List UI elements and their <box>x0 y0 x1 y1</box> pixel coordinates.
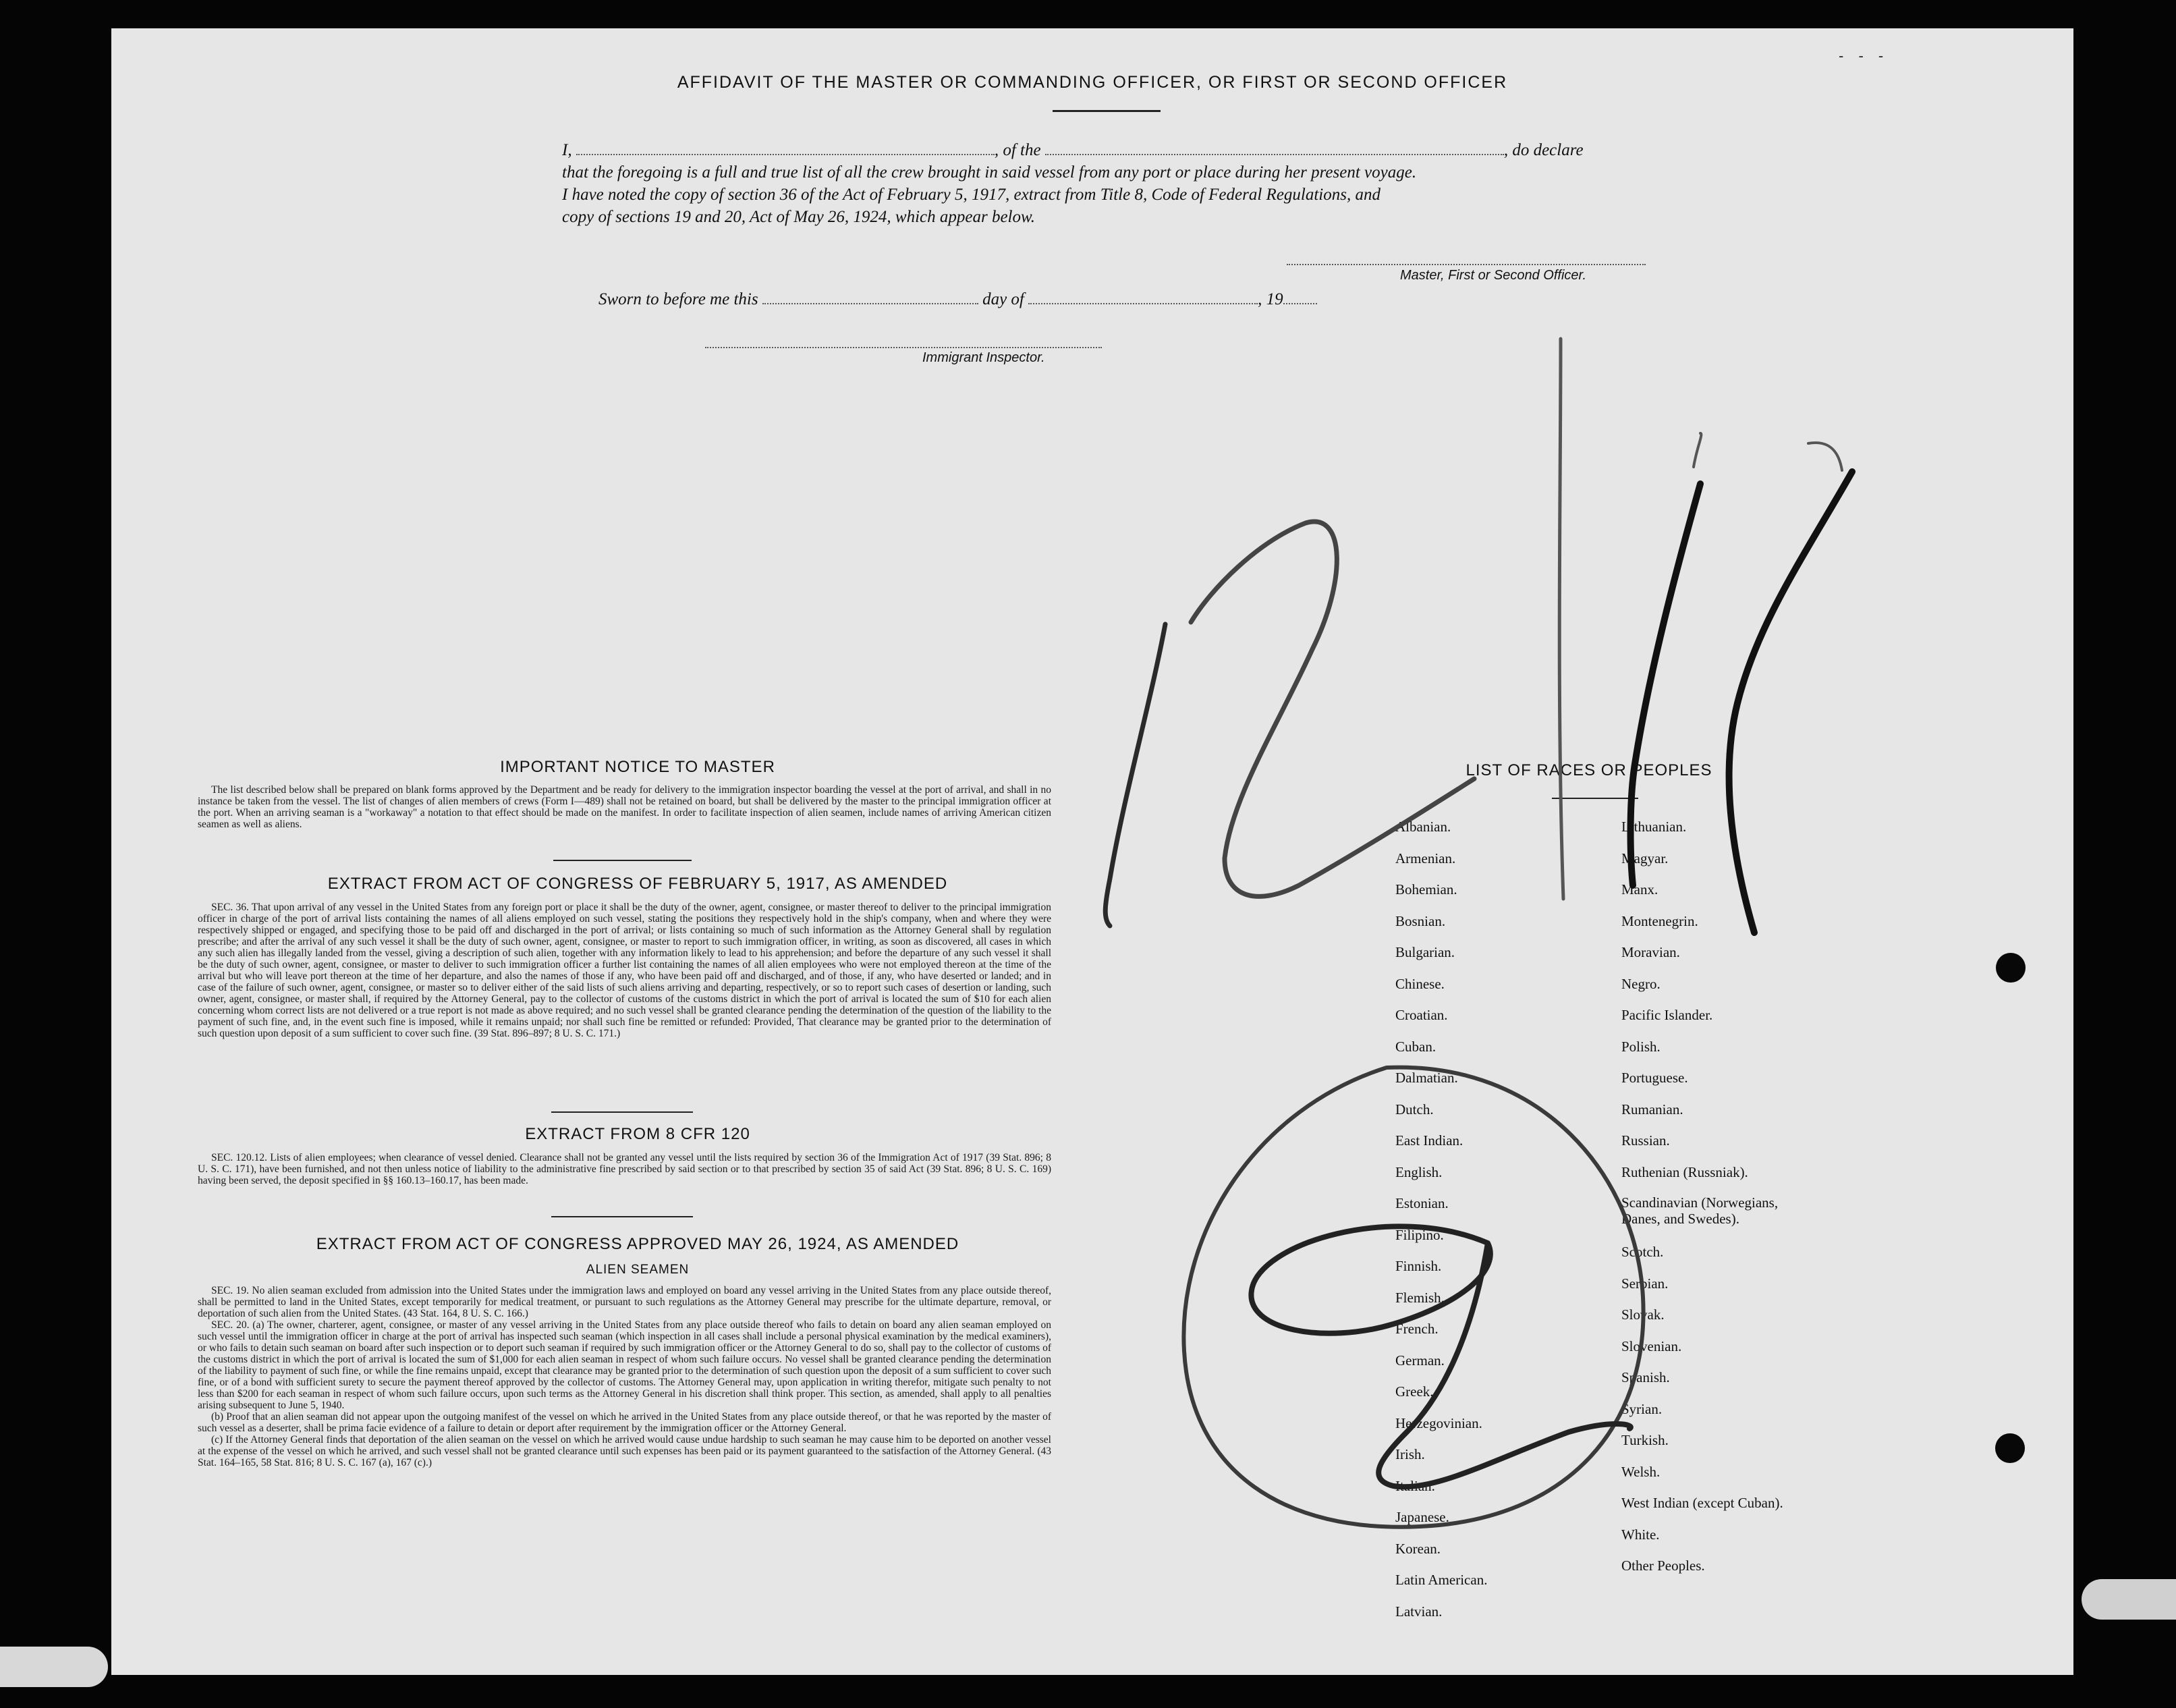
race-item: Slovak. <box>1621 1306 1665 1323</box>
race-item: Latin American. <box>1395 1572 1488 1588</box>
extract-1924-paragraph: (b) Proof that an alien seaman did not appear upon the outgoing manifest of the vessel on which he arrived in the United States from any place outside thereof, or that he was reported by the master of such vessel as a deserter, shall be prima facie evidence of a failure to detain or deport after requirement by the immigration officer or the Attorney General. <box>198 1411 1051 1434</box>
document-page <box>111 28 2073 1675</box>
race-item: West Indian (except Cuban). <box>1621 1495 1783 1511</box>
race-item: Polish. <box>1621 1038 1661 1055</box>
race-item: Chinese. <box>1395 975 1445 992</box>
extract-1924-paragraph: SEC. 19. No alien seaman excluded from admission into the United States under the immigration laws and employed on board any vessel arriving in the United States from any place outside thereof, shall be permitted to land in the United States, except temporarily for medical treatment, or pursuant to such regulations as the Attorney General may prescribe for the ultimate departure, removal, or deportation of such alien from the United States. (43 Stat. 164, 8 U. S. C. 166.) <box>198 1285 1051 1319</box>
handwritten-stroke <box>1729 472 1852 933</box>
punch-hole <box>1995 1433 2025 1463</box>
race-item: Bosnian. <box>1395 912 1446 929</box>
handwritten-stroke <box>1105 624 1165 926</box>
page-edge-left <box>0 1647 108 1687</box>
race-item: Herzegovinian. <box>1395 1414 1482 1431</box>
i-label: I, <box>562 141 572 159</box>
race-item: Armenian. <box>1395 850 1456 866</box>
affidavit-line-2: that the foregoing is a full and true list of all the crew brought in said vessel from any port or place during her present voyage. <box>562 163 1417 182</box>
race-item: Japanese. <box>1395 1509 1449 1525</box>
master-signature-label: Master, First or Second Officer. <box>1400 268 1587 283</box>
race-item: Spanish. <box>1621 1369 1670 1385</box>
race-item: Korean. <box>1395 1540 1441 1557</box>
handwritten-nine <box>1251 1226 1630 1487</box>
race-item: Moravian. <box>1621 944 1680 960</box>
handwritten-marks <box>111 28 2073 1675</box>
extract-1917-paragraph: SEC. 36. That upon arrival of any vessel in the United States from any foreign port or place it shall be the duty of the owner, agent, consignee, or master thereof to deliver to the principal immigration officer in charge of the port of arrival lists containing the names of all aliens employed on such vessel, stating the positions they respectively hold in the ship's company, when and where they were respectively shipped or engaged, and specifying those to be paid off and discharged in the port of arrival; or lists containing so much of such information as the Attorney General shall by regulation prescribe; and after the arrival of any such vessel it shall be the duty of such owner, agent, consignee, or master to report to such immigration officer, in writing, as soon as discovered, all cases in which any such alien has illegally landed from the vessel, giving a description of such alien, together with any information likely to lead to his apprehension; and before the departure of any such vessel it shall be the duty of such owner, agent, consignee, or master to deliver to such immigration officer a further list containing the names of all alien employees who were not employed thereon at the time of the arrival but who will leave port thereon at the time of her departure, and also the names of those if any, who have been paid off and discharged, and of those, if any, who have deserted or landed; and in case of the failure of such owner, agent, consignee, or master so to deliver either of the said lists of such aliens arriving and departing, respectively, or so to report such cases of desertion or landing, such owner, agent, consignee, or master shall, if required by the Attorney General, pay to the collector of customs of the customs district in which the port of arrival is located the sum of $10 for each alien concerning whom correct lists are not delivered or a true report is not made as above required; and no such vessel shall be granted clearance pending the determination of the question of the liability to the payment of such fine, and, in the event such fine is imposed, while it remains unpaid; nor shall such fine be remitted or refunded: Provided, That clearance may be granted prior to the determination of such question upon deposit of a sum sufficient to cover such fine. (39 Stat. 896–897; 8 U. S. C. 171.) <box>198 902 1051 1039</box>
race-item: Finnish. <box>1395 1258 1442 1274</box>
race-item: Dutch. <box>1395 1101 1434 1118</box>
race-item: Irish. <box>1395 1446 1425 1462</box>
race-item: Pacific Islander. <box>1621 1007 1713 1023</box>
do-declare-label: , do declare <box>1503 141 1584 159</box>
race-item: English. <box>1395 1163 1443 1180</box>
extract-1924-paragraph: (c) If the Attorney General finds that deportation of the alien seaman on the vessel on which he arrived would cause undue hardship to such seaman he may cause him to be deported on another vessel at the expense of the vessel on which he arrived, and such vessel shall not be granted clearance until such expenses has been paid or its payment guaranteed to the satisfaction of the Attorney General. (43 Stat. 164–165, 58 Stat. 816; 8 U. S. C. 167 (a), 167 (c).) <box>198 1434 1051 1468</box>
race-item: Lithuanian. <box>1621 819 1687 835</box>
race-item: Scotch. <box>1621 1244 1664 1260</box>
corner-mark: - - - <box>1839 47 1889 64</box>
race-item: Dalmatian. <box>1395 1070 1458 1086</box>
year-label: , 19 <box>1258 290 1283 308</box>
extract-1924-paragraph: SEC. 20. (a) The owner, charterer, agent, consignee, or master of any vessel arriving in the United States from any place outside thereof who fails to detain on board any alien seaman employed on such vessel until the immigration officer in charge at the port of arrival has inspected such seaman (which inspection in all cases shall include a personal physical examination by the medical examiners), or who fails to detain such seaman on board after such inspection or to deport such seaman if required by such immigration officer or the Attorney General to do so, shall pay to the collector of customs of the customs district in which the port of arrival is located the sum of $1,000 for each alien seaman in respect of whom such failure occurs. No vessel shall be granted clearance pending the determination of the liability to payment of such fine, or while the fine remains unpaid, except that clearance may be granted prior to the determination of such question upon the deposit of a sum sufficient to cover such fine, or of a bond with sufficient surety to secure the payment thereof approved by the collector of customs. The Attorney General may, upon application in writing therefor, mitigate such penalty to not less than $200 for each seaman in respect of whom such failure occurs, upon such terms as the Attorney General in his discretion shall think proper. This section, as amended, shall apply to all penalties arising subsequent to June 5, 1940. <box>198 1319 1051 1411</box>
extract-1924-subtitle: ALIEN SEAMEN <box>586 1263 690 1277</box>
race-item: Russian. <box>1621 1132 1670 1149</box>
notice-paragraph: The list described below shall be prepared on blank forms approved by the Department and be ready for delivery to the immigration inspector boarding the vessel at the port of arrival, and shall in no instance be taken from the vessel. The list of changes of alien members of crews (Form I—489) shall not be retained on board, but shall be delivered by the master to the principal immigration officer at the port. When an arriving seaman is a "workaway" a notation to that effect should be made on the manifest. In order to facilitate inspection of alien seamen, include names of arriving American citizen seamen as well as aliens. <box>198 784 1051 830</box>
race-item: Croatian. <box>1395 1007 1448 1023</box>
race-item: Estonian. <box>1395 1195 1449 1211</box>
race-item: East Indian. <box>1395 1132 1463 1149</box>
punch-hole <box>1996 953 2026 983</box>
race-item: Albanian. <box>1395 819 1451 835</box>
handwritten-stroke <box>1191 522 1474 896</box>
handwritten-stroke <box>1559 339 1563 899</box>
race-item: Syrian. <box>1621 1400 1663 1417</box>
race-item: Scandinavian (Norwegians, Danes, and Swedes). <box>1621 1194 1779 1227</box>
affidavit-title: AFFIDAVIT OF THE MASTER OR COMMANDING OFFICER, OR FIRST OR SECOND OFFICER <box>677 73 1508 92</box>
race-item: Other Peoples. <box>1621 1558 1705 1574</box>
extract-cfr-title: EXTRACT FROM 8 CFR 120 <box>525 1125 750 1143</box>
race-item: German. <box>1395 1352 1445 1369</box>
race-item: Negro. <box>1621 975 1661 992</box>
race-item: Flemish. <box>1395 1289 1445 1306</box>
of-the-label: , of the <box>994 141 1041 159</box>
extract-cfr-paragraph: SEC. 120.12. Lists of alien employees; when clearance of vessel denied. Clearance shall not be granted any vessel until the lists required by section 36 of the Immigration Act of 1917 (39 Stat. 896; 8 U. S. C. 171), have been furnished, and not then unless notice of liability to the administrative fine prescribed by said section or to that prescribed by section 35 of said Act (39 Stat. 896; 8 U. S. C. 169) having been served, the deposit specified in §§ 160.13–160.17, has been made. <box>198 1152 1051 1186</box>
race-item: Welsh. <box>1621 1463 1661 1480</box>
race-item: Bohemian. <box>1395 881 1457 898</box>
notice-title: IMPORTANT NOTICE TO MASTER <box>500 758 775 776</box>
affidavit-line-3: I have noted the copy of section 36 of the Act of February 5, 1917, extract from Title 8, Code of Federal Regulations, and <box>562 186 1380 204</box>
race-item: Cuban. <box>1395 1038 1436 1055</box>
race-item: Rumanian. <box>1621 1101 1683 1118</box>
sworn-label: Sworn to before me this <box>598 290 758 308</box>
race-item: Turkish. <box>1621 1432 1669 1448</box>
day-of-label: day of <box>982 290 1024 308</box>
extract-1924-title: EXTRACT FROM ACT OF CONGRESS APPROVED MAY 26, 1924, AS AMENDED <box>316 1235 959 1253</box>
race-item: Montenegrin. <box>1621 912 1698 929</box>
race-item: French. <box>1395 1321 1439 1337</box>
race-item: Italian. <box>1395 1477 1435 1494</box>
race-item: Ruthenian (Russniak). <box>1621 1163 1748 1180</box>
page-edge-right <box>2082 1579 2176 1620</box>
race-item: Magyar. <box>1621 850 1669 866</box>
inspector-label: Immigrant Inspector. <box>922 350 1045 365</box>
extract-1917-title: EXTRACT FROM ACT OF CONGRESS OF FEBRUARY 5, 1917, AS AMENDED <box>327 875 948 893</box>
handwritten-stroke <box>1808 443 1842 470</box>
race-item: Portuguese. <box>1621 1070 1688 1086</box>
race-item: Latvian. <box>1395 1603 1443 1620</box>
race-item: Bulgarian. <box>1395 944 1455 960</box>
affidavit-line-4: copy of sections 19 and 20, Act of May 26, 1924, which appear below. <box>562 208 1036 226</box>
race-item: Greek. <box>1395 1383 1434 1400</box>
race-item: Manx. <box>1621 881 1658 898</box>
races-title: LIST OF RACES OR PEOPLES <box>1466 761 1712 779</box>
race-item: White. <box>1621 1526 1660 1543</box>
handwritten-stroke <box>1694 433 1701 467</box>
race-item: Filipino. <box>1395 1226 1444 1243</box>
race-item: Slovenian. <box>1621 1338 1682 1354</box>
handwritten-stroke <box>1631 484 1700 885</box>
race-item: Serbian. <box>1621 1275 1669 1292</box>
